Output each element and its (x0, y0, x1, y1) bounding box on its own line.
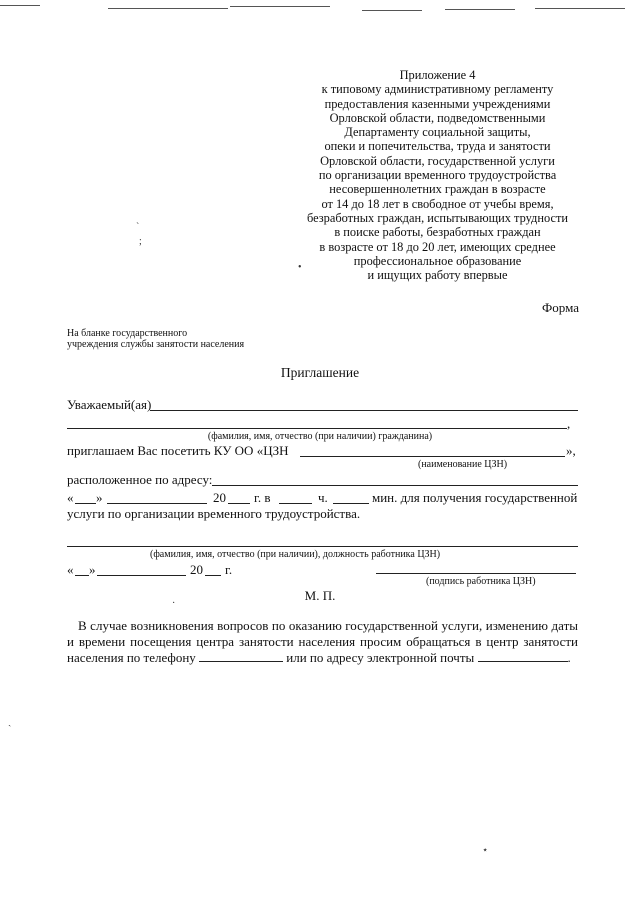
email-label: или по адресу электронной почты (286, 650, 475, 665)
signature-field[interactable] (376, 573, 576, 574)
notice-line-3 (67, 650, 578, 666)
blank-note-line1: На бланке государственного (67, 328, 188, 339)
appendix-line: Департаменту социальной защиты, (344, 125, 531, 140)
scan-speck: ˏ (8, 716, 12, 727)
appendix-line: несовершеннолетних граждан в возрасте (329, 182, 546, 197)
year-suffix: г. в (254, 490, 271, 505)
comma: , (567, 416, 571, 431)
sign-month-field[interactable] (97, 575, 186, 576)
sign-year-suffix: г. (225, 562, 233, 577)
service-text: услуги по организации временного трудоустройства. (67, 506, 361, 521)
appendix-line: Орловской области, государственной услуги (320, 153, 555, 168)
scan-speck: ⋆ (482, 845, 489, 856)
sign-day-field[interactable] (75, 575, 89, 576)
worker-name-field[interactable] (67, 546, 578, 547)
phone-field[interactable] (199, 650, 283, 662)
sign-date-open: « (67, 562, 74, 577)
scan-speck: • (298, 262, 302, 273)
czn-caption: (наименование ЦЗН) (418, 459, 508, 470)
day-field[interactable] (75, 503, 96, 504)
notice-line: и времени посещения центра занятости населения просим обращаться в центр занятости (67, 634, 578, 649)
phone-label: населения по телефону (67, 650, 196, 665)
address-label: расположенное по адресу: (67, 472, 213, 487)
email-field[interactable] (478, 650, 568, 662)
minutes-text: мин. для получения государственной (372, 490, 578, 505)
year-field[interactable] (228, 503, 250, 504)
invite-text: приглашаем Вас посетить КУ ОО «ЦЗН (67, 443, 289, 458)
form-label: Форма (542, 300, 579, 315)
date-open-quote: « (67, 490, 74, 505)
notice-line: В случае возникновения вопросов по оказанию государственной услуги, изменению даты (78, 618, 578, 633)
stamp-place: М. П. (304, 588, 336, 603)
scan-edge-line (108, 8, 228, 9)
scan-speck: ; (139, 236, 142, 247)
sign-year-prefix: 20 (190, 562, 203, 577)
notice-paragraph (67, 618, 578, 666)
hour-field[interactable] (279, 503, 312, 504)
worker-caption: (фамилия, имя, отчество (при наличии), должность работника ЦЗН) (150, 549, 441, 560)
appendix-line: к типовому административному регламенту (321, 82, 554, 97)
czn-name-field[interactable] (300, 456, 565, 457)
appendix-line: и ищущих работу впервые (367, 268, 508, 283)
appendix-line: профессиональное образование (353, 253, 522, 268)
appendix-line: по организации временного трудоустройства (318, 168, 557, 183)
scan-edge-line (0, 5, 40, 6)
sign-year-field[interactable] (205, 575, 221, 576)
scan-edge-line (230, 6, 330, 7)
year-prefix: 20 (213, 490, 226, 505)
recipient-name-field[interactable] (150, 410, 578, 411)
citizen-caption: (фамилия, имя, отчество (при наличии) гражданина) (207, 431, 433, 442)
month-field[interactable] (107, 503, 207, 504)
appendix-line: Орловской области, подведомственными (329, 110, 546, 125)
scan-speck: ˋ (136, 222, 140, 233)
document-title: Приглашение (280, 365, 360, 380)
hour-suffix: ч. (318, 490, 328, 505)
scan-edge-line (362, 10, 422, 11)
scan-edge-line (535, 8, 625, 9)
appendix-line: предоставления казенными учреждениями (324, 96, 551, 111)
appendix-line: безработных граждан, испытывающих трудности (306, 210, 569, 225)
appendix-line: опеки и попечительства, труда и занятости (324, 139, 551, 154)
quote-close: », (566, 443, 576, 458)
appendix-line: в поиске работы, безработных граждан (334, 225, 541, 240)
blank-note-line2: учреждения службы занятости населения (67, 339, 245, 350)
signature-caption: (подпись работника ЦЗН) (426, 576, 536, 587)
date-close-quote: » (96, 490, 103, 505)
sign-date-close: » (89, 562, 96, 577)
scan-speck: · (172, 598, 176, 609)
scan-edge-line (445, 9, 515, 10)
appendix-header (295, 68, 580, 282)
minute-field[interactable] (333, 503, 369, 504)
appendix-line: от 14 до 18 лет в свободное от учебы время, (321, 196, 554, 211)
greeting-label: Уважаемый(ая) (67, 397, 152, 412)
appendix-line: Приложение 4 (399, 68, 476, 82)
period: . (567, 650, 571, 665)
address-field[interactable] (212, 485, 578, 486)
appendix-line: в возрасте от 18 до 20 лет, имеющих среднее (319, 239, 556, 254)
recipient-name-field-2[interactable] (67, 428, 567, 429)
